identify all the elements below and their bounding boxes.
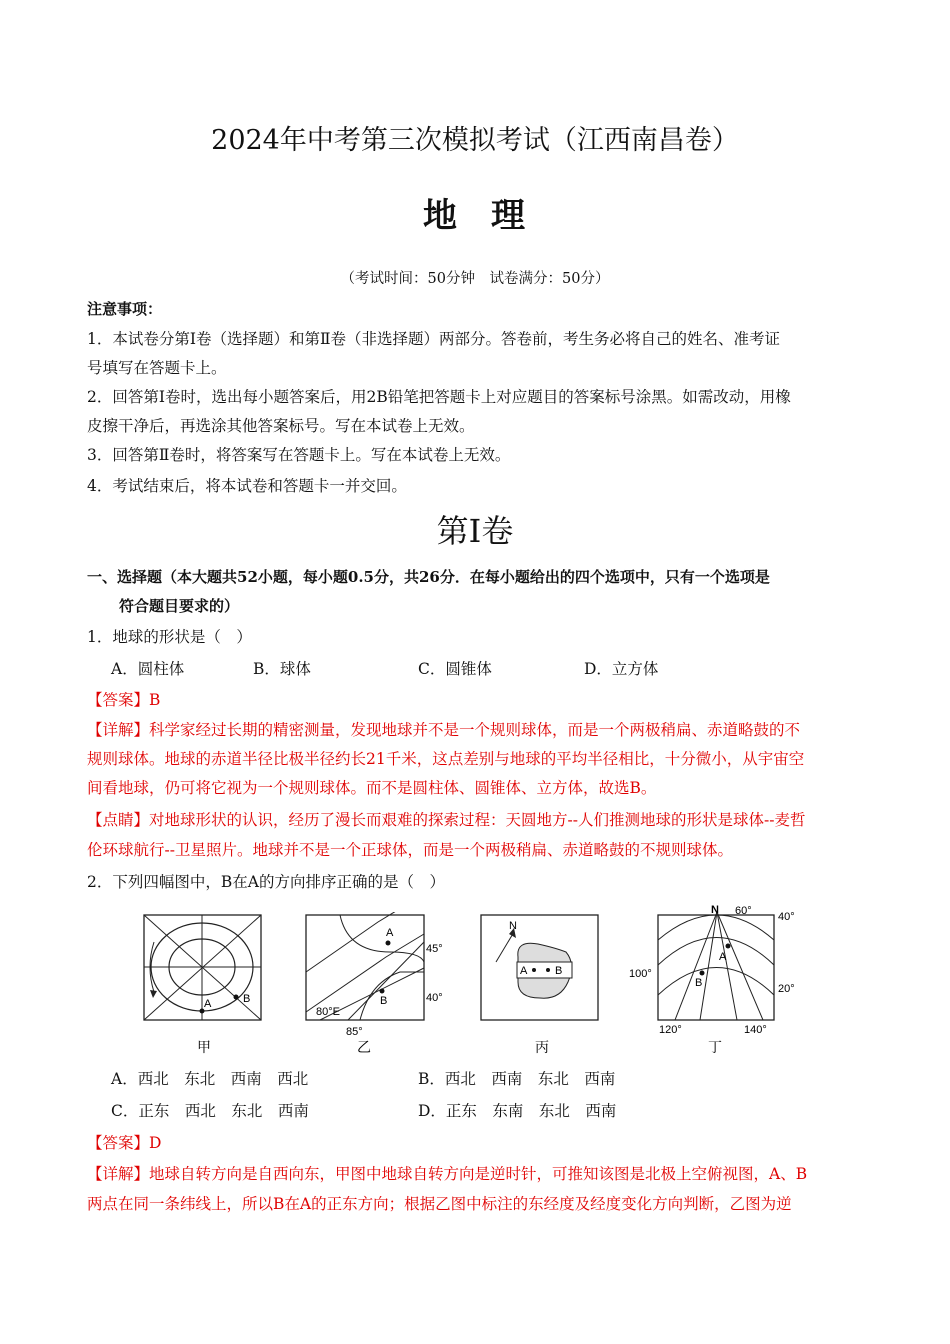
q1-option-a: A．圆柱体 <box>111 660 185 678</box>
q1-option-d: D．立方体 <box>584 660 659 678</box>
bing-label-b: B <box>555 965 563 977</box>
q1-detail-line-3: 间看地球，仍可将它视为一个规则球体。而不是圆柱体、圆锥体、立方体，故选B。 <box>87 779 657 797</box>
notice-item-1-line-2: 号填写在答题卡上。 <box>87 359 227 377</box>
ding-label-20: 20° <box>778 983 795 995</box>
yi-label-45: 45° <box>426 943 443 955</box>
jia-caption: 甲 <box>197 1040 211 1056</box>
notice-item-3: 3．回答第Ⅱ卷时，将答案写在答题卡上。写在本试卷上无效。 <box>87 446 511 464</box>
page-title: 2024年中考第三次模拟考试（江西南昌卷） <box>211 125 739 156</box>
notice-heading: 注意事项： <box>87 300 163 318</box>
q1-option-c: C．圆锥体 <box>418 660 492 678</box>
subject-title <box>0 188 950 237</box>
ding-lat-40 <box>658 938 774 966</box>
q1-detail-line-1: 【详解】科学家经过长期的精密测量，发现地球并不是一个规则球体，而是一个两极稍扁、赤道略鼓的不 <box>87 721 801 739</box>
q2-option-d: D．正东 东南 东北 西南 <box>418 1102 617 1120</box>
yi-label-85: 85° <box>346 1026 363 1038</box>
ding-label-120: 120° <box>659 1024 682 1036</box>
bing-caption: 丙 <box>535 1040 549 1056</box>
yi-caption: 乙 <box>357 1040 371 1056</box>
ding-lon-3 <box>717 912 737 1020</box>
q2-detail-line-1: 【详解】地球自转方向是自西向东，甲图中地球自转方向是逆时针，可推知该图是北极上空俯视图，A、B <box>87 1165 808 1183</box>
ding-label-60: 60° <box>735 905 752 917</box>
notice-item-4: 4．考试结束后，将本试卷和答题卡一并交回。 <box>87 477 407 495</box>
diagram-bing <box>476 912 611 1057</box>
bing-north-arrow <box>496 932 514 962</box>
volume-title: 第Ⅰ卷 <box>436 512 514 550</box>
notice-item-1-line-1: 1．本试卷分第Ⅰ卷（选择题）和第Ⅱ卷（非选择题）两部分。答卷前，考生务必将自己的姓名、准考证 <box>87 330 781 348</box>
ding-point-a <box>726 944 731 949</box>
yi-lat-45 <box>306 912 424 972</box>
yi-point-b <box>380 989 385 994</box>
jia-arrow-head <box>150 990 157 998</box>
q1-option-b: B．球体 <box>253 660 311 678</box>
q2-answer: 【答案】D <box>87 1134 162 1152</box>
q1-answer: 【答案】B <box>87 691 161 709</box>
jia-label-a: A <box>204 998 212 1010</box>
bing-point-b <box>546 968 550 972</box>
ding-label-140: 140° <box>744 1024 767 1036</box>
ding-label-40: 40° <box>778 911 795 923</box>
diagram-yi <box>300 912 450 1057</box>
yi-lat-40a <box>306 934 424 1012</box>
yi-label-80e: 80°E <box>316 1006 340 1018</box>
jia-label-b: B <box>243 993 251 1005</box>
q1-point-line-2: 伦环球航行--卫星照片。地球并不是一个正球体，而是一个两极稍扁、赤道略鼓的不规则球体。 <box>87 841 733 859</box>
ding-point-b <box>700 971 705 976</box>
diagram-jia <box>140 912 270 1057</box>
yi-label-b: B <box>380 995 388 1007</box>
bing-point-a <box>532 968 536 972</box>
subject-char-2: 理 <box>491 196 527 236</box>
ding-label-n: N <box>711 904 719 916</box>
yi-label-a: A <box>386 927 394 939</box>
diagram-ding <box>625 900 810 1057</box>
exam-info: （考试时间：50分钟 试卷满分：50分） <box>340 271 610 287</box>
bing-label-n: N <box>509 920 517 932</box>
q2-stem: 2．下列四幅图中，B在A的方向排序正确的是（ ） <box>87 873 445 891</box>
ding-lon-2 <box>700 912 717 1020</box>
yi-point-a <box>386 941 391 946</box>
section-heading-line-1: 一、选择题（本大题共52小题，每小题0.5分，共26分．在每小题给出的四个选项中，只有一个选项是 <box>87 568 770 586</box>
notice-item-2-line-2: 皮擦干净后，再选涂其他答案标号。写在本试卷上无效。 <box>87 417 475 435</box>
yi-lon-85 <box>360 972 424 1020</box>
bing-label-a: A <box>520 965 528 977</box>
q1-detail-line-2: 规则球体。地球的赤道半径比极半径约长21千米，这点差别与地球的平均半径相比，十分微小，从宇宙空 <box>87 750 805 768</box>
q2-option-a: A．西北 东北 西南 西北 <box>111 1070 309 1088</box>
q1-point-line-1: 【点睛】对地球形状的认识，经历了漫长而艰难的探索过程：天圆地方--人们推测地球的形状是球体--麦哲 <box>87 811 806 829</box>
ding-lat-20 <box>658 968 774 996</box>
subject-char-1: 地 <box>423 196 459 236</box>
ding-caption: 丁 <box>708 1040 722 1056</box>
notice-item-2-line-1: 2．回答第Ⅰ卷时，选出每小题答案后，用2B铅笔把答题卡上对应题目的答案标号涂黑。如需改动，用橡 <box>87 388 791 406</box>
q2-option-b: B．西北 西南 东北 西南 <box>418 1070 616 1088</box>
q2-option-c: C．正东 西北 东北 西南 <box>111 1102 309 1120</box>
jia-point-b <box>234 995 239 1000</box>
section-heading-line-2: 符合题目要求的） <box>119 597 240 615</box>
ding-label-a: A <box>719 951 727 963</box>
yi-line-c <box>348 942 424 1020</box>
ding-lon-1 <box>675 912 717 1020</box>
q2-detail-line-2: 两点在同一条纬线上，所以B在A的正东方向；根据乙图中标注的东经度及经度变化方向判断，乙图为逆 <box>87 1195 792 1213</box>
yi-label-40: 40° <box>426 992 443 1004</box>
ding-label-100: 100° <box>629 968 652 980</box>
ding-label-b: B <box>695 977 703 989</box>
q1-stem: 1．地球的形状是（ ） <box>87 628 252 646</box>
ding-lon-4 <box>717 912 763 1020</box>
